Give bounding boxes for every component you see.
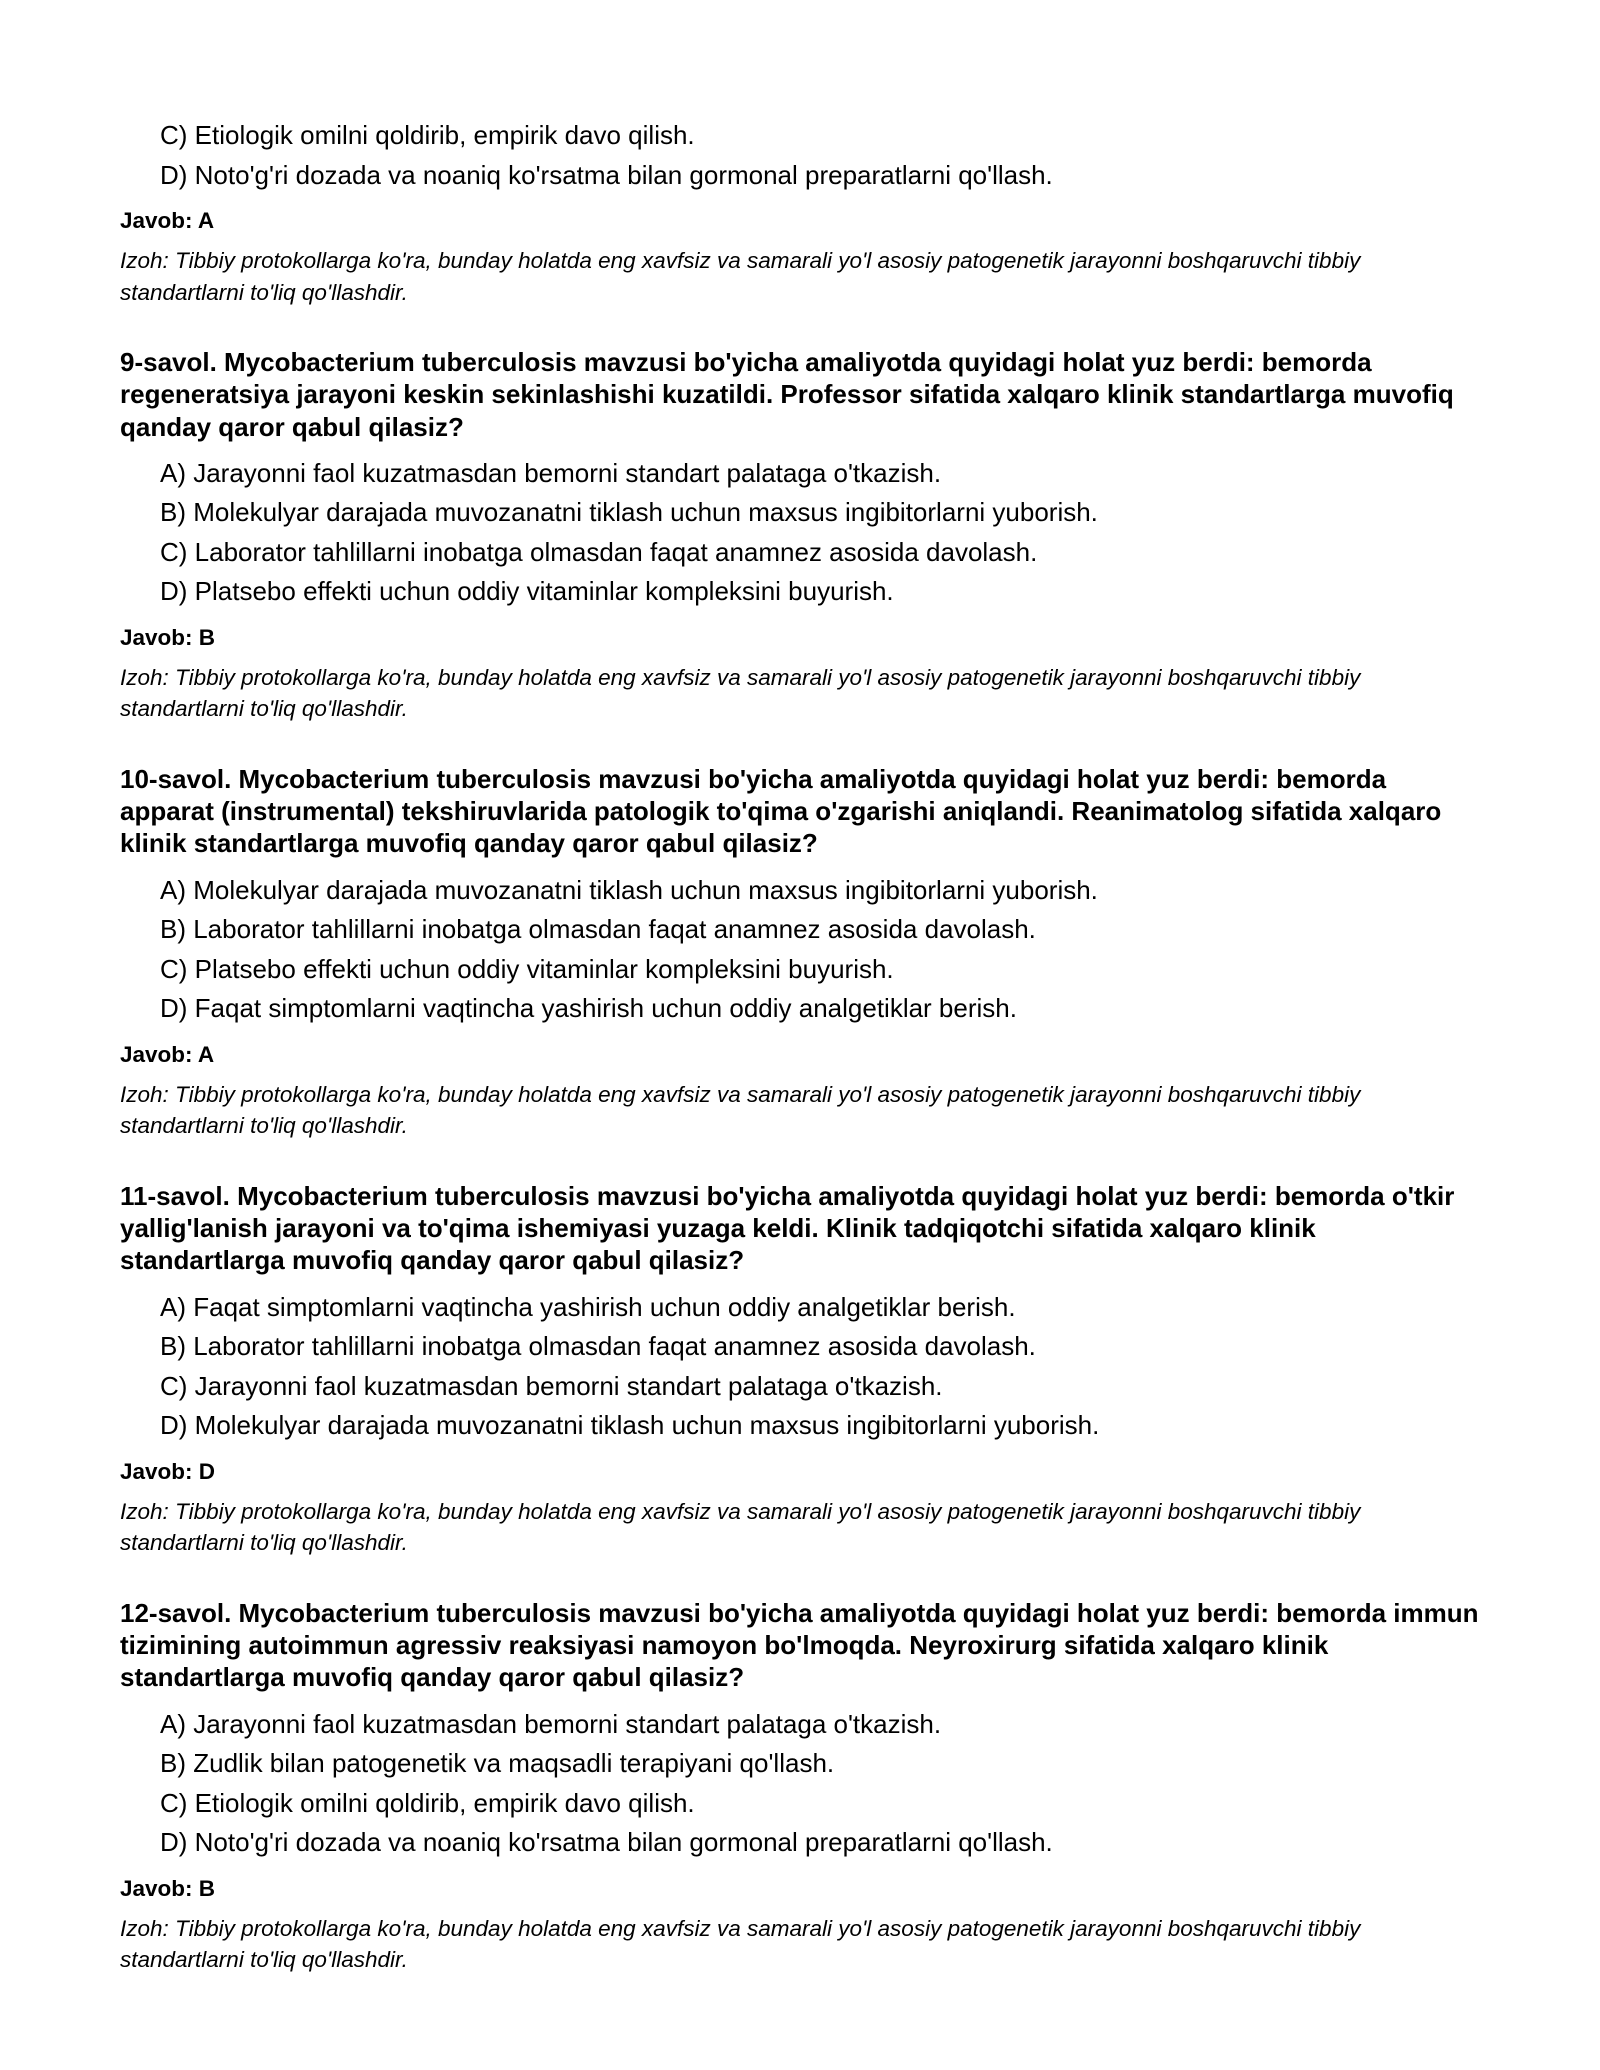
option-c: C) Etiologik omilni qoldirib, empirik davo qilish. xyxy=(160,120,695,150)
question-block-9 xyxy=(120,346,1480,725)
question-text: 12-savol. Mycobacterium tuberculosis mavzusi bo'yicha amaliyotda quyidagi holat yuz berdi: bemorda immun tizimining autoimmun agressiv reaksiyasi namoyon bo'lmoqda. Neyroxirurg sifatida xalqaro klinik standartlarga muvofiq qanday qaror qabul qilasiz? xyxy=(120,1597,1479,1693)
option-b: B) Laborator tahlillarni inobatga olmasdan faqat anamnez asosida davolash. xyxy=(160,914,1036,945)
option-b: B) Zudlik bilan patogenetik va maqsadli terapiyani qo'llash. xyxy=(160,1748,835,1779)
option-a: A) Molekulyar darajada muvozanatni tiklash uchun maxsus ingibitorlarni yuborish. xyxy=(160,874,1098,905)
question-text: 9-savol. Mycobacterium tuberculosis mavzusi bo'yicha amaliyotda quyidagi holat yuz berdi: bemorda regeneratsiya jarayoni keskin sekinlashishi kuzatildi. Professor sifatida xalqaro klinik standartlarga muvofiq qanday qaror qabul qilasiz? xyxy=(120,347,1454,442)
question-block-continued xyxy=(120,116,1480,308)
answer-label: Javob: B xyxy=(120,624,216,650)
option-a: A) Jarayonni faol kuzatmasdan bemorni standart palataga o'tkazish. xyxy=(160,1708,942,1739)
option-d: D) Noto'g'ri dozada va noaniq ko'rsatma bilan gormonal preparatlarni qo'llash. xyxy=(160,159,1053,190)
option-a: A) Faqat simptomlarni vaqtincha yashirish uchun oddiy analgetiklar berish. xyxy=(160,1291,1016,1322)
option-c: C) Platsebo effekti uchun oddiy vitaminlar kompleksini buyurish. xyxy=(160,953,894,984)
explanation-note: Izoh: Tibbiy protokollarga ko'ra, bunday holatda eng xavfsiz va samarali yo'l asosiy patogenetik jarayonni boshqaruvchi tibbiy standartlarni to'liq qo'llashdir. xyxy=(120,248,1361,305)
question-block-11 xyxy=(120,1180,1480,1559)
question-text: 11-savol. Mycobacterium tuberculosis mavzusi bo'yicha amaliyotda quyidagi holat yuz berdi: bemorda o'tkir yallig'lanish jarayoni va to'qima ishemiyasi yuzaga keldi. Klinik tadqiqotchi sifatida xalqaro klinik standartlarga muvofiq qanday qaror qabul qilasiz? xyxy=(120,1180,1455,1276)
answer-label: Javob: D xyxy=(120,1458,216,1484)
option-b: B) Molekulyar darajada muvozanatni tiklash uchun maxsus ingibitorlarni yuborish. xyxy=(160,497,1098,528)
answer-label: Javob: A xyxy=(120,208,215,233)
option-a: A) Jarayonni faol kuzatmasdan bemorni standart palataga o'tkazish. xyxy=(160,457,942,488)
explanation-note: Izoh: Tibbiy protokollarga ko'ra, bunday holatda eng xavfsiz va samarali yo'l asosiy patogenetik jarayonni boshqaruvchi tibbiy standartlarni to'liq qo'llashdir. xyxy=(120,1915,1361,1973)
explanation-note: Izoh: Tibbiy protokollarga ko'ra, bunday holatda eng xavfsiz va samarali yo'l asosiy patogenetik jarayonni boshqaruvchi tibbiy standartlarni to'liq qo'llashdir. xyxy=(120,1498,1361,1556)
question-block-12 xyxy=(120,1597,1480,1976)
option-c: C) Jarayonni faol kuzatmasdan bemorni standart palataga o'tkazish. xyxy=(160,1370,943,1401)
answer-label: Javob: A xyxy=(120,1041,215,1067)
option-c: C) Etiologik omilni qoldirib, empirik davo qilish. xyxy=(160,1787,695,1818)
option-d: D) Platsebo effekti uchun oddiy vitaminlar kompleksini buyurish. xyxy=(160,576,894,607)
question-block-10 xyxy=(120,763,1480,1142)
explanation-note: Izoh: Tibbiy protokollarga ko'ra, bunday holatda eng xavfsiz va samarali yo'l asosiy patogenetik jarayonni boshqaruvchi tibbiy standartlarni to'liq qo'llashdir. xyxy=(120,664,1361,722)
option-b: B) Laborator tahlillarni inobatga olmasdan faqat anamnez asosida davolash. xyxy=(160,1331,1036,1362)
explanation-note: Izoh: Tibbiy protokollarga ko'ra, bunday holatda eng xavfsiz va samarali yo'l asosiy patogenetik jarayonni boshqaruvchi tibbiy standartlarni to'liq qo'llashdir. xyxy=(120,1081,1361,1139)
option-d: D) Molekulyar darajada muvozanatni tiklash uchun maxsus ingibitorlarni yuborish. xyxy=(160,1410,1100,1441)
answer-label: Javob: B xyxy=(120,1875,216,1901)
question-text: 10-savol. Mycobacterium tuberculosis mavzusi bo'yicha amaliyotda quyidagi holat yuz berdi: bemorda apparat (instrumental) tekshiruvlarida patologik to'qima o'zgarishi aniqlandi. Reanimatolog sifatida xalqaro klinik standartlarga muvofiq qanday qaror qabul qilasiz? xyxy=(120,763,1442,859)
option-d: D) Noto'g'ri dozada va noaniq ko'rsatma bilan gormonal preparatlarni qo'llash. xyxy=(160,1827,1053,1858)
option-d: D) Faqat simptomlarni vaqtincha yashirish uchun oddiy analgetiklar berish. xyxy=(160,993,1017,1024)
option-c: C) Laborator tahlillarni inobatga olmasdan faqat anamnez asosida davolash. xyxy=(160,536,1038,567)
